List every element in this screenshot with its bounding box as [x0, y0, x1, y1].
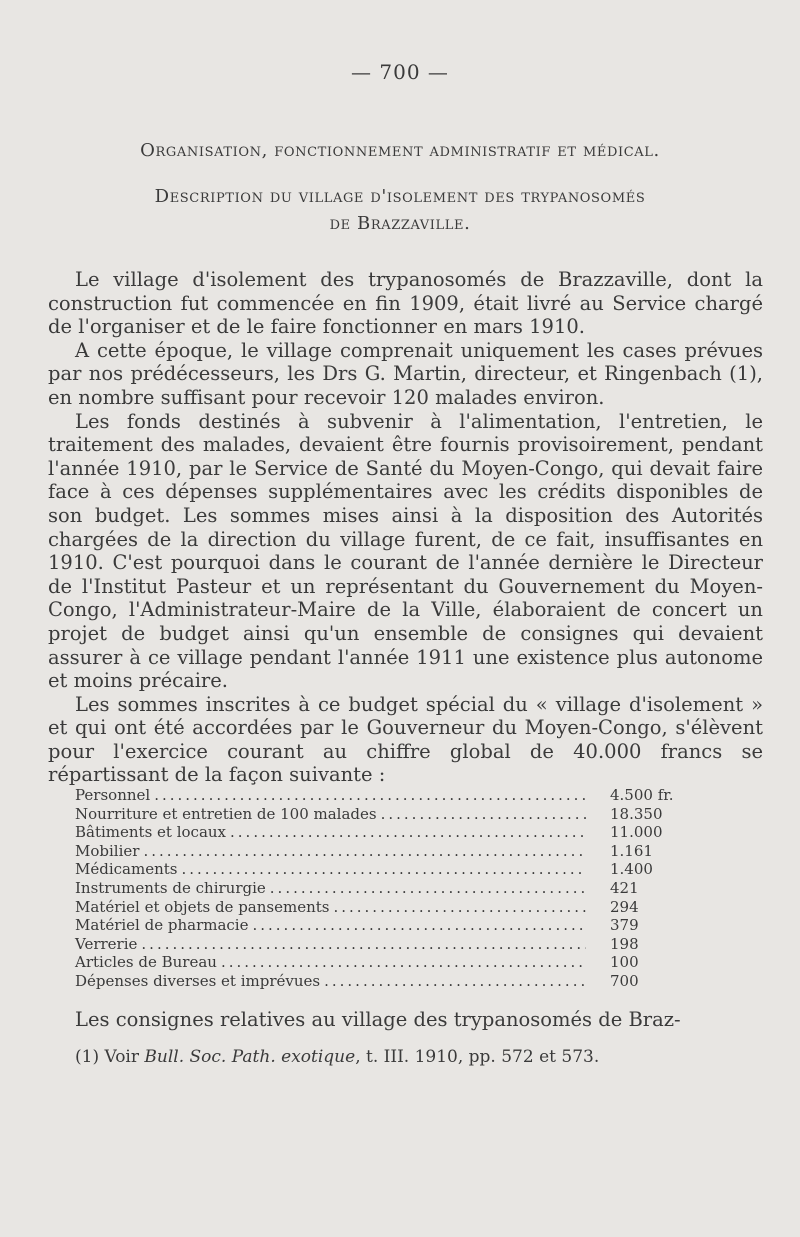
budget-amount: 4.500 fr.: [610, 786, 674, 804]
paragraph-2: A cette époque, le village comprenait uniquement les cases prévues par nos prédécesseurs, les Drs G. Martin, directeur, et Ringenbach (1), en nombre suffisant pour recevoir 120 malades environ.: [48, 338, 763, 409]
budget-label: Verrerie: [75, 934, 138, 953]
closing-text: [48, 1008, 763, 1032]
budget-label: Articles de Bureau: [75, 953, 217, 972]
budget-amount: 100: [610, 953, 639, 972]
budget-amount: 198: [610, 934, 639, 953]
budget-row: [75, 953, 720, 972]
budget-row: [75, 823, 720, 842]
budget-label: Dépenses diverses et imprévues: [75, 971, 321, 990]
budget-label: Matériel de pharmacie: [75, 916, 249, 935]
dot-leader: [333, 898, 586, 917]
budget-label: Matériel et objets de pansements: [75, 897, 330, 916]
budget-row: [75, 842, 720, 861]
dot-leader: [270, 879, 586, 898]
budget-label: Mobilier: [75, 841, 140, 860]
subsection-heading-line-1: Description du village d'isolement des trypanosomés: [154, 186, 646, 207]
budget-row: [75, 786, 720, 805]
budget-amount: 294: [610, 897, 639, 916]
body-text: [48, 268, 763, 787]
dot-leader: [230, 823, 586, 842]
budget-row: [75, 879, 720, 898]
dot-leader: [252, 916, 586, 935]
footnote: [75, 1047, 775, 1067]
budget-amount: 1.400: [610, 860, 653, 879]
page-number: — 700 —: [351, 60, 449, 84]
dot-leader: [141, 935, 586, 954]
section-heading: Organisation, fonctionnement administratif et médical.: [140, 140, 660, 161]
budget-row: [75, 805, 720, 824]
budget-row: [75, 935, 720, 954]
dot-leader: [221, 953, 586, 972]
budget-row: [75, 898, 720, 917]
footnote-prefix: (1) Voir: [75, 1047, 145, 1067]
paragraph-3: Les fonds destinés à subvenir à l'alimentation, l'entretien, le traitement des malades, devaient être fournis provisoirement, pendant l'année 1910, par le Service de Santé du Moyen-Congo, qui devait faire face à ces dépenses supplémentaires avec les crédits disponibles de son budget. Les sommes mises ainsi à la disposition des Autorités chargées de la direction du village furent, de ce fait, insuffisantes en 1910. C'est pourquoi dans le courant de l'année dernière le Directeur de l'Institut Pasteur et un représentant du Gouvernement du Moyen-Congo, l'Administrateur-Maire de la Ville, élaboraient de concert un projet de budget ainsi qu'un ensemble de consignes qui devaient assurer à ce village pendant l'année 1911 une existence plus autonome et moins précaire.: [48, 409, 763, 693]
budget-amount: 18.350: [610, 804, 663, 823]
budget-label: Bâtiments et locaux: [75, 823, 227, 842]
dot-leader: [381, 805, 586, 824]
budget-amount: 379: [610, 916, 639, 935]
subsection-heading-line-2: de Brazzaville.: [329, 213, 471, 234]
budget-label: Instruments de chirurgie: [75, 878, 266, 897]
paragraph-1: Le village d'isolement des trypanosomés de Brazzaville, dont la construction fut commencée en fin 1909, était livré au Service chargé de l'organiser et de le faire fonctionner en mars 1910.: [48, 268, 763, 339]
dot-leader: [143, 842, 586, 861]
footnote-journal: Bull. Soc. Path. exotique: [144, 1047, 356, 1067]
budget-row: [75, 972, 720, 991]
dot-leader: [154, 786, 586, 805]
budget-amount: 1.161: [610, 841, 653, 860]
budget-amount: 421: [610, 878, 639, 897]
budget-label: Nourriture et entretien de 100 malades: [75, 804, 377, 823]
dot-leader: [324, 972, 586, 991]
budget-amount: 11.000: [610, 823, 663, 842]
footnote-suffix: , t. III. 1910, pp. 572 et 573.: [355, 1047, 600, 1067]
budget-label: Personnel: [75, 786, 151, 804]
closing-paragraph: Les consignes relatives au village des trypanosomés de Braz-: [75, 1008, 681, 1031]
budget-label: Médicaments: [75, 860, 178, 879]
paragraph-4: Les sommes inscrites à ce budget spécial du « village d'isolement » et qui ont été accordées par le Gouverneur du Moyen-Congo, s'élèvent pour l'exercice courant au chiffre global de 40.000 francs se répartissant de la façon suivante :: [48, 692, 763, 787]
dot-leader: [181, 860, 586, 879]
budget-table: [75, 786, 720, 991]
budget-row: [75, 916, 720, 935]
budget-amount: 700: [610, 971, 639, 990]
budget-row: [75, 860, 720, 879]
